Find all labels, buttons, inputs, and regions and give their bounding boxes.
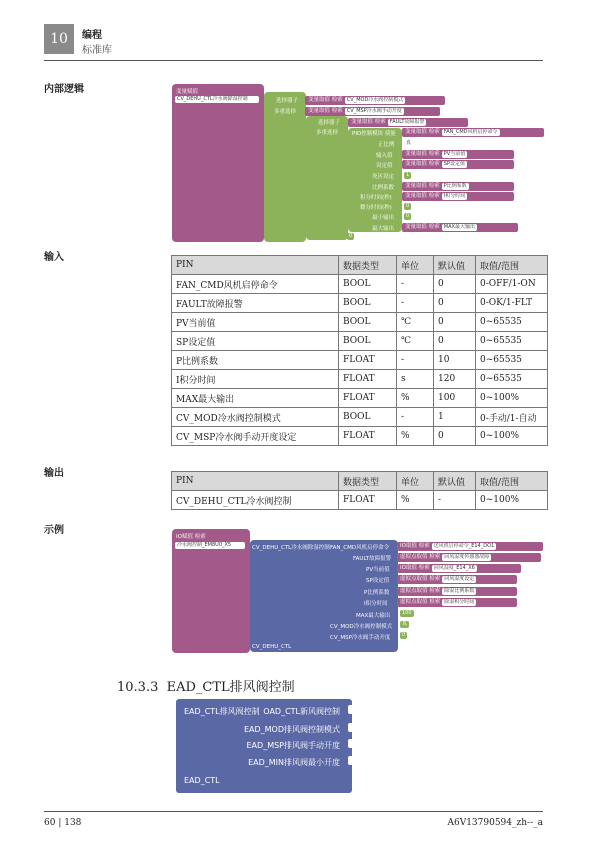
ead-input-port	[348, 723, 354, 732]
output-table	[171, 471, 548, 510]
pin-value: 0	[402, 632, 406, 638]
inner-multi-select-label: 多重选择	[316, 130, 339, 136]
input-table	[171, 255, 548, 446]
ead-input-label: EAD_MSP排风阀手动开度	[246, 741, 340, 750]
pid-row-label: 最小输出	[372, 215, 395, 221]
pid-row-value: 真	[406, 140, 412, 146]
multi-select-label: 多重选择	[274, 109, 297, 115]
ead-input-label: EAD_MOD排风阀控制模式	[243, 725, 340, 734]
section-example-label: 示例	[44, 525, 64, 536]
pid-row-label: 死区设定	[372, 174, 395, 180]
get-var-fault: 变量取值 检索 FAULT故障报警	[348, 118, 468, 127]
col-header: 单位	[397, 472, 434, 491]
pin-source: 虚拟点取值 检索 回风湿度传感器故障	[397, 553, 541, 562]
pid-row-label: 设定值	[376, 163, 393, 169]
ead-input-label: OAD_CTL新风阀控制	[263, 707, 340, 716]
pin-source: 虚拟点取值 检索 除湿比例系数	[397, 587, 517, 596]
pid-row-label: 微分时间(秒)	[360, 205, 392, 211]
page-number: 60 | 138	[44, 818, 82, 828]
subsection-title: EAD_CTL排风阀控制	[166, 680, 295, 695]
ead-input-label: EAD_MIN排风阀最小开度	[248, 758, 340, 767]
section-output-label: 输出	[44, 468, 64, 479]
section-logic-label: 内部逻辑	[44, 84, 84, 95]
chapter-number: 10	[50, 31, 68, 47]
pid-row-value: 0	[406, 213, 410, 219]
document-id: A6V13790594_zh--_a	[447, 818, 543, 828]
ead-input-port	[348, 739, 354, 748]
assign-block-label: 变量赋值	[176, 89, 199, 95]
pid-label: PID控制模块 使能	[352, 131, 396, 137]
col-header: 单位	[397, 256, 434, 275]
table-row: P比例系数 FLOAT - 10 0~65535	[172, 351, 548, 370]
pin-label: FAN_CMD风机启停命令	[330, 545, 390, 551]
chapter-title: 编程	[82, 30, 102, 41]
get-var-cv-msp: 变量取值 检索 CV_MSP冷水阀手动开度	[305, 107, 440, 116]
get-var-pv: 变量取值 检索 PV当前值	[402, 150, 514, 159]
ead-ctl-block	[176, 699, 352, 793]
pin-source: IO取值 检索 回风湿度_E14_X6	[397, 564, 521, 573]
get-var-max: 变量取值 检索 MAX最大输出	[402, 223, 518, 232]
else-value: 0	[349, 233, 353, 239]
table-row: FAN_CMD风机启停命令 BOOL - 0 0-OFF/1-ON	[172, 275, 548, 294]
table-row: MAX最大输出 FLOAT % 100 0~100%	[172, 389, 548, 408]
section-input-label: 输入	[44, 252, 64, 263]
col-header: 数据类型	[339, 256, 397, 275]
subsection-number: 10.3.3	[117, 680, 159, 695]
col-header: PIN	[172, 472, 339, 491]
table-row: CV_MOD冷水阀控制模式 BOOL - 1 0-手动/1-自动	[172, 408, 548, 427]
get-var-cv-mod: 变量取值 检索 CV_MOD冷水阀控制模式	[305, 96, 445, 105]
footer-rule	[44, 811, 543, 812]
pid-row-label: 输入值	[376, 153, 393, 159]
pin-label: MAX最大输出	[356, 613, 391, 619]
pin-source: 虚拟点取值 检索 除湿积分时间	[397, 598, 517, 607]
pid-row-label: 最大输出	[372, 226, 395, 232]
function-output: CV_DEHU_CTL	[252, 644, 292, 650]
ead-block-title: EAD_CTL排风阀控制	[184, 707, 260, 716]
table-row: CV_MSP冷水阀手动开度设定 FLOAT % 0 0~100%	[172, 427, 548, 446]
chapter-subtitle: 标准库	[82, 45, 112, 56]
pin-label: I积分时间	[364, 601, 388, 607]
pin-label: PV当前值	[366, 567, 390, 573]
ead-input-port	[348, 756, 354, 765]
pin-label: CV_MOD冷水阀控制模式	[330, 624, 393, 630]
get-var-p: 变量取值 检索 P比例系数	[402, 182, 514, 191]
get-var-fan-cmd: 变量取值 检索 FAN_CMD风机启停命令	[402, 128, 544, 137]
pin-label: P比例系数	[364, 590, 390, 596]
pid-row-label: 正比例	[378, 142, 395, 148]
function-name: CV_DEHU_CTL冷水阀除湿控制	[252, 545, 330, 551]
inner-select-label: 选择器子	[318, 120, 341, 126]
pid-row-value: 0	[406, 203, 410, 209]
select-label: 选择器子	[276, 98, 299, 104]
subsection-heading	[117, 676, 295, 695]
get-var-sp: 变量取值 检索 SP设定值	[402, 160, 514, 169]
ead-output-label: EAD_CTL	[184, 776, 220, 785]
col-header: 取值/范围	[476, 472, 548, 491]
pid-row-value: 1	[406, 172, 410, 178]
header-rule	[44, 60, 543, 61]
ead-input-port	[348, 705, 354, 714]
get-var-i: 变量取值 检索 I积分时间	[402, 192, 514, 201]
table-row: FAULT故障报警 BOOL - 0 0-OK/1-FLT	[172, 294, 548, 313]
col-header: 取值/范围	[476, 256, 548, 275]
col-header: 默认值	[434, 256, 476, 275]
pin-label: CV_MSP冷水阀手动开度	[330, 635, 391, 641]
table-row: PV当前值 BOOL ℃ 0 0~65535	[172, 313, 548, 332]
col-header: PIN	[172, 256, 339, 275]
io-target: 冷水阀控制_EM8U0_X5	[175, 542, 245, 549]
col-header: 默认值	[434, 472, 476, 491]
pid-row-label: 比例系数	[372, 185, 395, 191]
io-assign-label: IO赋值 检索	[176, 534, 206, 540]
pin-source: 虚拟点取值 检索 回风湿度设定	[397, 575, 517, 584]
pin-value: 真	[402, 621, 408, 627]
pin-source: IO取值 检索 送风机启停命令_E14_DO1	[397, 542, 543, 551]
table-row: SP设定值 BOOL ℃ 0 0~65535	[172, 332, 548, 351]
assign-block	[172, 84, 264, 242]
chapter-number-box	[44, 24, 74, 54]
pin-label: SP设定值	[366, 578, 390, 584]
pin-label: FAULT故障报警	[353, 556, 392, 562]
table-row: I积分时间 FLOAT s 120 0~65535	[172, 370, 548, 389]
table-row: CV_DEHU_CTL冷水阀控制 FLOAT % - 0~100%	[172, 491, 548, 510]
col-header: 数据类型	[339, 472, 397, 491]
pid-row-label: 积分时间(秒)	[360, 195, 392, 201]
pin-value: 100	[402, 610, 412, 616]
assign-var-name: CV_DEHU_CTL冷水阀除湿控制	[175, 96, 259, 103]
